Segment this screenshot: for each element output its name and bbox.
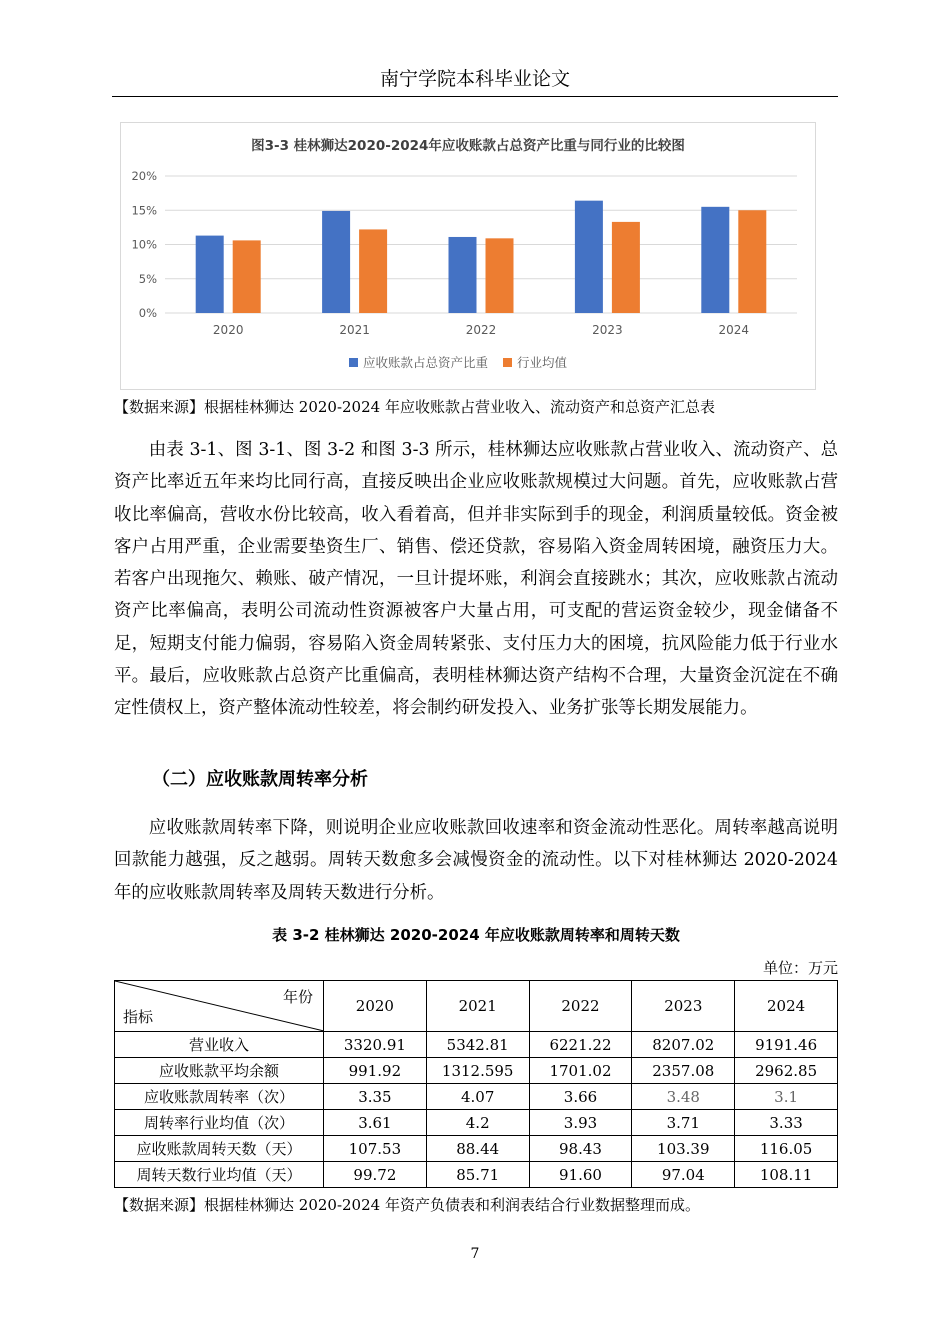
- table-cell: 91.60: [529, 1162, 632, 1188]
- y-tick-label: 10%: [131, 237, 157, 252]
- table-cell: 991.92: [324, 1058, 427, 1084]
- table-cell: 3.48: [632, 1084, 735, 1110]
- legend-swatch: [503, 358, 512, 367]
- table-unit: 单位：万元: [762, 959, 838, 977]
- x-tick-label: 2020: [212, 323, 244, 337]
- year-header: 2020: [324, 981, 427, 1032]
- x-tick-label: 2023: [592, 323, 623, 337]
- y-tick-label: 15%: [131, 203, 157, 218]
- table-cell: 108.11: [735, 1162, 838, 1188]
- x-tick-label: 2024: [718, 323, 750, 337]
- table-row: [115, 1162, 838, 1188]
- table-cell: 2357.08: [632, 1058, 735, 1084]
- table-cell: 103.39: [632, 1136, 735, 1162]
- table-title: 表 3-2 桂林狮达 2020-2024 年应收账款周转率和周转天数: [272, 926, 680, 944]
- table-cell: 9191.46: [735, 1032, 838, 1058]
- year-header: 2021: [426, 981, 529, 1032]
- row-label: 应收账款周转率（次）: [115, 1084, 324, 1110]
- table-header-row: [115, 981, 838, 1032]
- table-row: [115, 1084, 838, 1110]
- corner-label-year: 年份: [282, 988, 313, 1006]
- body-paragraph-2: 应收账款周转率下降，则说明企业应收账款回收速率和资金流动性恶化。周转率越高说明回款能力越强，反之越弱。周转天数愈多会减慢资金的流动性。以下对桂林狮达 2020-2024 年的应收账款周转率及周转天数进行分析。: [114, 818, 838, 903]
- row-label: 营业收入: [115, 1032, 324, 1058]
- table-cell: 4.2: [426, 1110, 529, 1136]
- table-cell: 97.04: [632, 1162, 735, 1188]
- table-cell: 85.71: [426, 1162, 529, 1188]
- y-tick-label: 20%: [131, 169, 157, 183]
- legend-label: 应收账款占总资产比重: [363, 355, 489, 370]
- table-cell: 5342.81: [426, 1032, 529, 1058]
- table-cell: 1312.595: [426, 1058, 529, 1084]
- table-cell: 116.05: [735, 1136, 838, 1162]
- x-tick-label: 2021: [339, 323, 370, 337]
- table-cell: 3.66: [529, 1084, 632, 1110]
- bar-chart: [120, 122, 816, 390]
- table-cell: 3.33: [735, 1110, 838, 1136]
- table-cell: 98.43: [529, 1136, 632, 1162]
- legend-swatch: [349, 358, 358, 367]
- bar-industry: [359, 229, 387, 313]
- row-label: 周转率行业均值（次）: [115, 1110, 324, 1136]
- bar-industry: [486, 238, 514, 313]
- turnover-table: [114, 980, 838, 1188]
- bar-company: [449, 237, 477, 313]
- year-header: 2023: [632, 981, 735, 1032]
- table-row: [115, 1032, 838, 1058]
- bar-company: [196, 236, 224, 313]
- row-label: 应收账款周转天数（天）: [115, 1136, 324, 1162]
- y-tick-label: 0%: [138, 306, 157, 320]
- page-number: 7: [470, 1246, 480, 1262]
- table-source-note: 【数据来源】根据桂林狮达 2020-2024 年资产负债表和利润表结合行业数据整理而成。: [114, 1196, 700, 1214]
- bar-industry: [612, 222, 640, 313]
- table-cell: 3.1: [735, 1084, 838, 1110]
- body-paragraph-1: 由表 3-1、图 3-1、图 3-2 和图 3-3 所示，桂林狮达应收账款占营业收入、流动资产、总资产比率近五年来均比同行高，直接反映出企业应收账款规模过大问题。首先，应收账款占营收比率偏高，营收水份比较高，收入看着高，但并非实际到手的现金，利润质量较低。资金被客户占用严重，企业需要垫资生厂、销售、偿还贷款，容易陷入资金周转困境，融资压力大。若客户出现拖欠、赖账、破产情况，一旦计提坏账，利润会直接跳水；其次，应收账款占流动资产比率偏高，表明公司流动性资源被客户大量占用，可支配的营运资金较少，现金储备不足，短期支付能力偏弱，容易陷入资金周转紧张、支付压力大的困境，抗风险能力低于行业水平。最后，应收账款占总资产比重偏高，表明桂林狮达资产结构不合理，大量资金沉淀在不确定性债权上，资产整体流动性较差，将会制约研发投入、业务扩张等长期发展能力。: [114, 440, 838, 719]
- corner-label-indicator: 指标: [123, 1008, 154, 1026]
- x-tick-label: 2022: [465, 323, 497, 337]
- table-cell: 2962.85: [735, 1058, 838, 1084]
- year-header: 2024: [735, 981, 838, 1032]
- bar-industry: [738, 210, 766, 313]
- bar-company: [322, 211, 350, 313]
- table-cell: 107.53: [324, 1136, 427, 1162]
- table-row: [115, 1136, 838, 1162]
- chart-svg: [121, 123, 815, 389]
- section-heading: （二）应收账款周转率分析: [152, 769, 368, 790]
- table-cell: 1701.02: [529, 1058, 632, 1084]
- legend-label: 行业均值: [517, 355, 568, 370]
- row-label: 应收账款平均余额: [115, 1058, 324, 1084]
- bar-company: [575, 201, 603, 313]
- table-row: [115, 1058, 838, 1084]
- table-cell: 3320.91: [324, 1032, 427, 1058]
- page-header: 南宁学院本科毕业论文: [112, 62, 838, 97]
- table-cell: 88.44: [426, 1136, 529, 1162]
- year-header: 2022: [529, 981, 632, 1032]
- chart-source-note: 【数据来源】根据桂林狮达 2020-2024 年应收账款占营业收入、流动资产和总资产汇总表: [114, 398, 715, 416]
- table-cell: 3.35: [324, 1084, 427, 1110]
- table-cell: 3.61: [324, 1110, 427, 1136]
- y-tick-label: 5%: [138, 271, 157, 286]
- bar-company: [701, 207, 729, 313]
- table-row: [115, 1110, 838, 1136]
- table-cell: 3.93: [529, 1110, 632, 1136]
- table-cell: 99.72: [324, 1162, 427, 1188]
- row-label: 周转天数行业均值（天）: [115, 1162, 324, 1188]
- table-cell: 6221.22: [529, 1032, 632, 1058]
- table-corner-cell: [115, 981, 324, 1032]
- table-cell: 4.07: [426, 1084, 529, 1110]
- table-cell: 8207.02: [632, 1032, 735, 1058]
- bar-industry: [233, 240, 261, 313]
- chart-title: 图3-3 桂林狮达2020-2024年应收账款占总资产比重与同行业的比较图: [251, 138, 685, 154]
- table-cell: 3.71: [632, 1110, 735, 1136]
